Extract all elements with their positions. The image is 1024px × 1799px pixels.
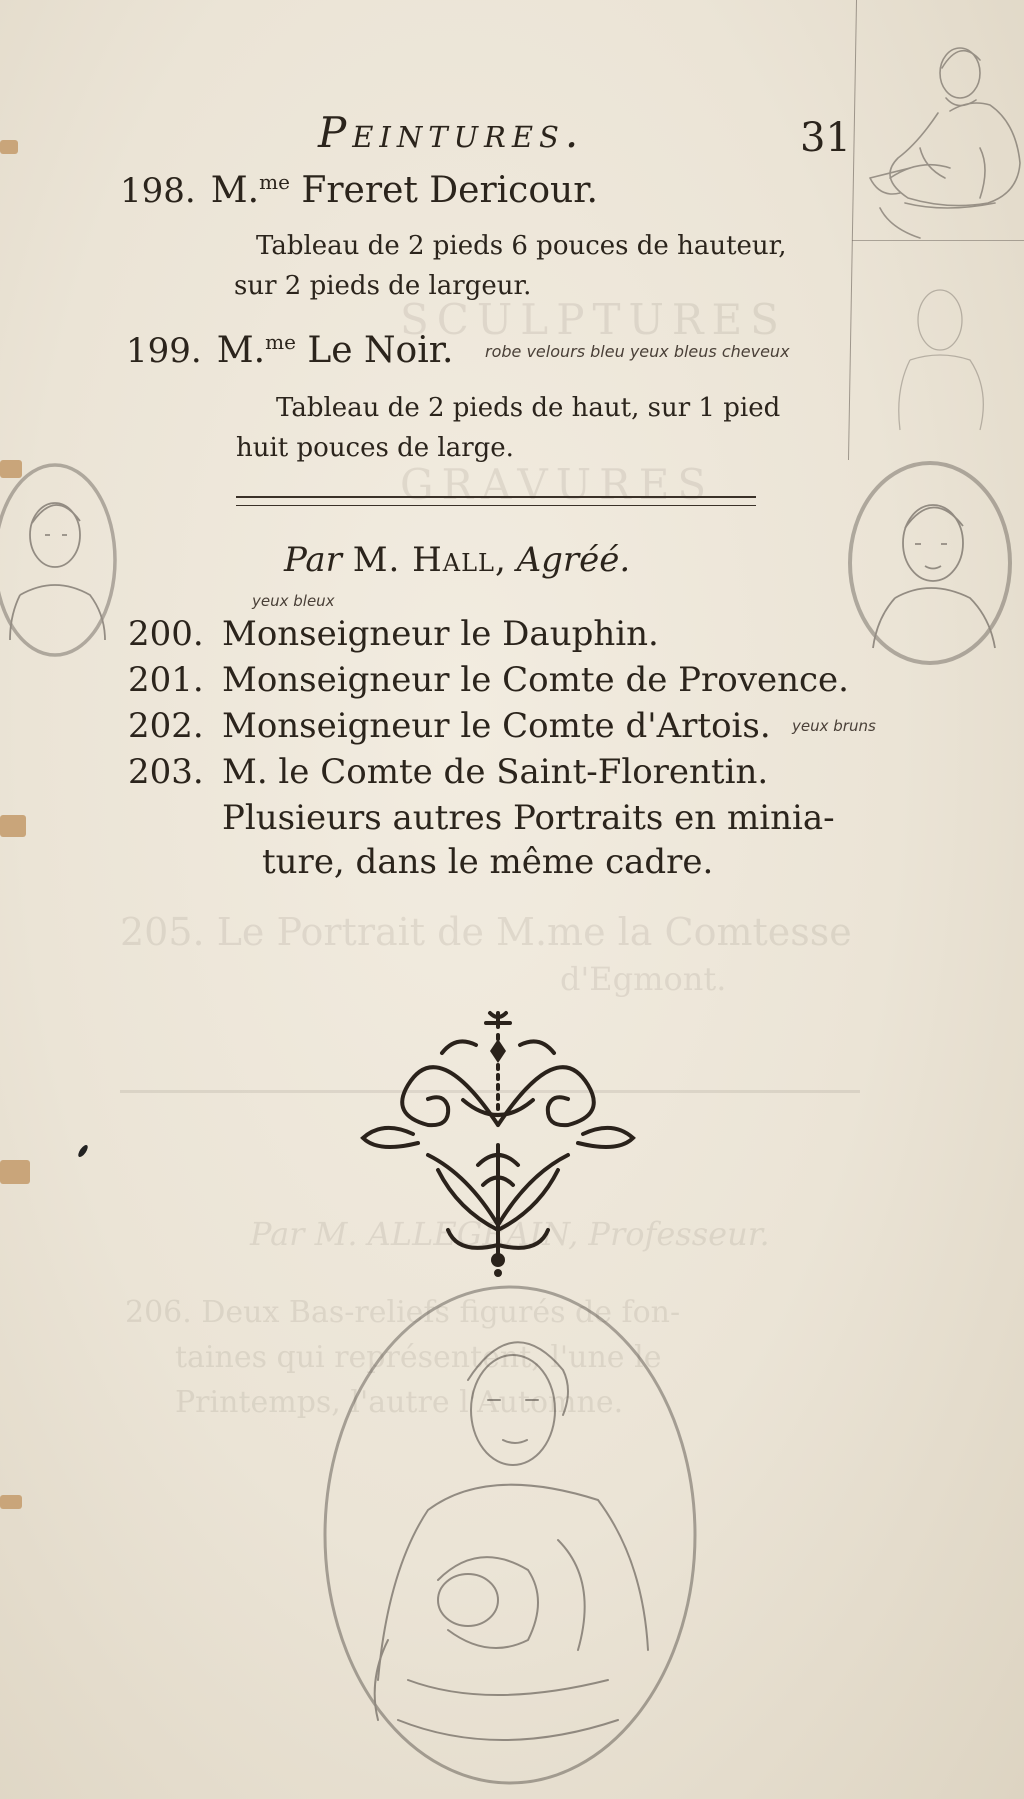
list-text: M. le Comte de Saint-Florentin. [222, 752, 769, 792]
entry-description-line: sur 2 pieds de largeur. [234, 271, 532, 301]
bleed-through-line: d'Egmont. [560, 960, 727, 998]
fleuron-ornament-icon [358, 1005, 638, 1285]
paper-stain [0, 140, 18, 154]
bleed-through-line: taines qui représentent, l'une le [175, 1340, 662, 1375]
bleed-through-line: 205. Le Portrait de M.me la Comtesse [120, 910, 852, 954]
page-title: Peintures. [318, 108, 585, 157]
entry-title [217, 330, 454, 371]
list-note-line: Plusieurs autres Portraits en minia- [222, 798, 835, 838]
by-prefix: Par [284, 540, 342, 580]
paper-stain [0, 815, 26, 837]
section-divider [236, 496, 756, 498]
catalogue-entry [126, 330, 453, 371]
paper-stain [0, 1495, 22, 1509]
list-text: Monseigneur le Dauphin. [222, 614, 659, 654]
heading-comma: , [494, 540, 506, 580]
handwritten-annotation: yeux bruns [792, 717, 876, 735]
list-number: 201. [128, 660, 204, 700]
list-number: 203. [128, 752, 204, 792]
list-note-line: ture, dans le même cadre. [262, 842, 714, 882]
artist-rank: Agréé. [516, 540, 631, 580]
bleed-through-line: Par M. ALLEGRAIN, Professeur. [250, 1215, 770, 1253]
list-item [128, 752, 768, 792]
list-item [128, 706, 771, 746]
title-superscript: me [259, 170, 290, 194]
bleed-through-line: 206. Deux Bas-reliefs figurés de fon- [125, 1295, 681, 1330]
title-name: Le Noir. [295, 330, 454, 371]
paper-stain [0, 1160, 30, 1184]
section-heading [284, 540, 630, 580]
entry-description-line: Tableau de 2 pieds de haut, sur 1 pied [276, 393, 781, 423]
entry-title [211, 170, 598, 211]
title-superscript: me [265, 330, 296, 354]
handwritten-annotation: yeux bleux [252, 592, 335, 610]
catalogue-entry [120, 170, 598, 211]
title-name: Freret Dericour. [289, 170, 598, 211]
title-prefix: M. [210, 170, 260, 211]
bleed-through-line: SCULPTURES [400, 295, 787, 344]
entry-description-line: Tableau de 2 pieds 6 pouces de hauteur, [256, 231, 787, 261]
pencil-sketch-left-portrait-icon [0, 455, 130, 665]
pencil-sketch-seated-figure-icon [850, 28, 1024, 248]
artist-name: M. Hall [352, 540, 495, 580]
page-number: 31 [800, 115, 851, 161]
bleed-through-line: Printemps, l'autre l'Automne. [175, 1385, 624, 1420]
entry-number: 198. [120, 171, 196, 211]
pencil-sketch-oval-portrait-icon [845, 458, 1015, 668]
list-number: 202. [128, 706, 204, 746]
ink-spot [77, 1144, 90, 1159]
section-divider [236, 505, 756, 506]
entry-description-line: huit pouces de large. [236, 433, 514, 463]
list-text: Monseigneur le Comte de Provence. [222, 660, 849, 700]
list-item [128, 660, 849, 700]
list-item [128, 614, 659, 654]
handwritten-annotation: robe velours bleu yeux bleus cheveux [485, 342, 790, 361]
title-prefix: M. [216, 330, 266, 371]
bleed-through-line: GRAVURES [400, 460, 715, 509]
list-text: Monseigneur le Comte d'Artois. [222, 706, 771, 746]
list-number: 200. [128, 614, 204, 654]
pencil-sketch-mother-child-icon [318, 1280, 708, 1790]
pencil-sketch-faint-portrait-icon [870, 270, 1010, 440]
entry-number: 199. [126, 331, 202, 371]
